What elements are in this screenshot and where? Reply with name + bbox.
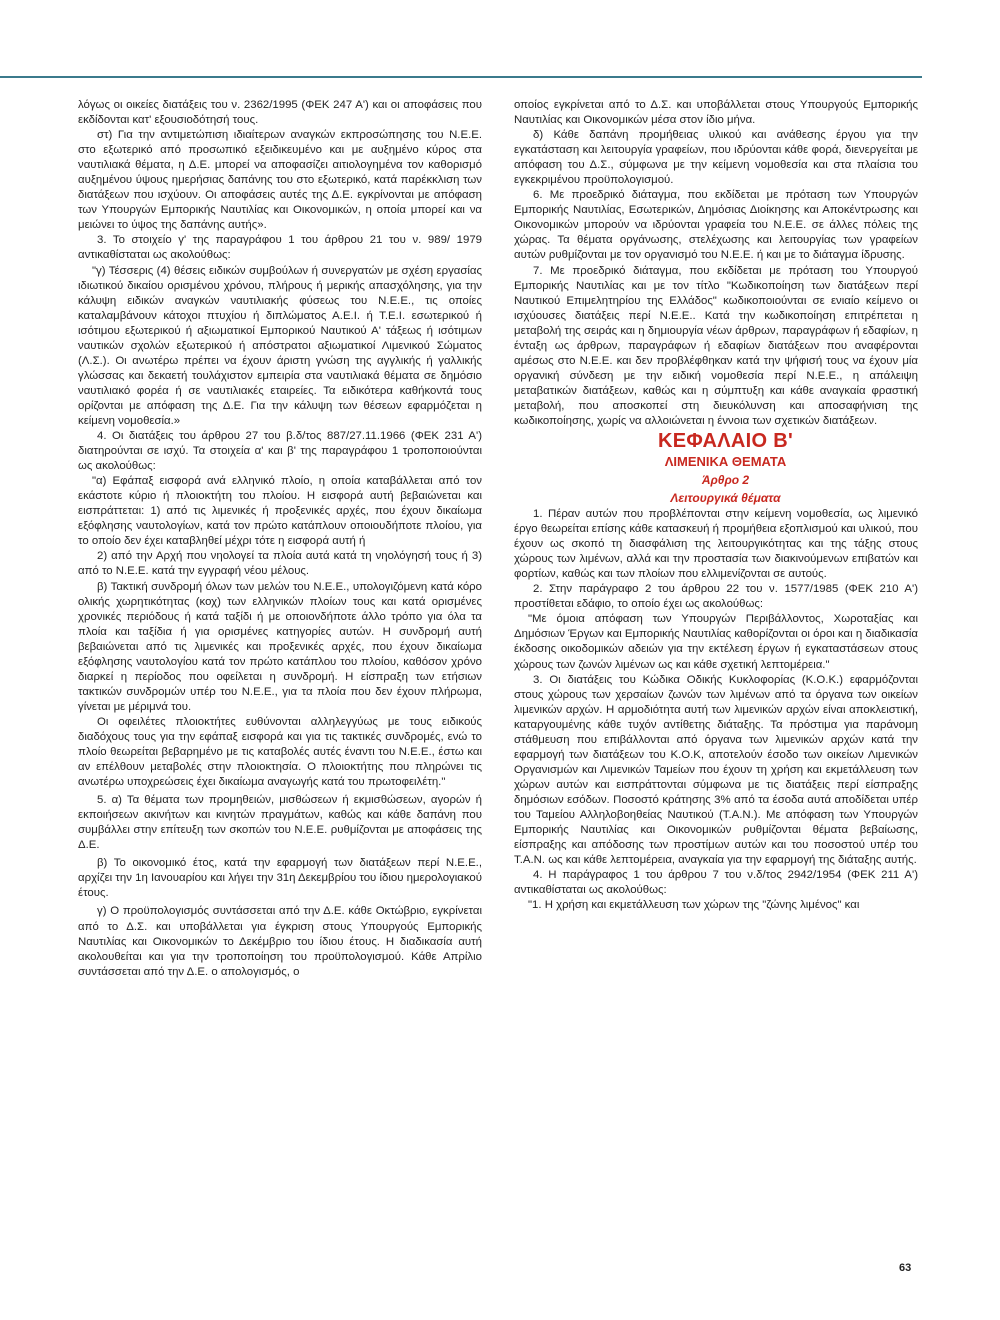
page-number: 63 xyxy=(899,1262,912,1274)
paragraph: Οι οφειλέτες πλοιοκτήτες ευθύνονται αλληλεγγύως με τους ειδικούς διαδόχους τους για την εφάπαξ εισφορά και για τις τακτικές συνδρομές, ενώ το πλοίο θεωρείται βεβαρημένο με τις καταβολές αυτές έναντι του Ν.Ε.Ε., έστω και αν επέλθουν μεταβολές στην πλοιοκτησία. Ο πλοιοκτήτης που πληρώνει τις ανωτέρω υποχρεώσεις έχει δικαίωμα αναγωγής κατά του πρωτοφειλέτη." xyxy=(78,715,482,789)
paragraph: β) Τακτική συνδρομή όλων των μελών του Ν.Ε.Ε., υπολογιζόμενη κατά κόρο ολικής χωρητικότητας (κοχ) των ελληνικών πλοίων τους και κατά ορισμένες χρονικές περιόδους ή κατά ταξίδι ή με οποιονδήποτε άλλο τρόπο για όλα τα πλοία και ταξίδια ή για ορισμένες κατηγορίες αυτών. Η συνδρομή αυτή βεβαιώνεται από τις λιμενικές και προξενικές αρχές, που έχουν δικαίωμα εξόφλησης ναυτολογίου κατά τον πρώτο κατάπλου του πλοίου, καθόσον χρόνο διαρκεί η περίοδος που οφείλεται η συνδρομή. Η είσπραξη των ετήσιων τακτικών συνδρομών υπέρ του Ν.Ε.Ε., για τα πλοία που δεν έχουν πλήρωμα, γίνεται με μέριμνά του. xyxy=(78,580,482,713)
header-rule xyxy=(0,76,922,78)
article-number: Άρθρο 2 xyxy=(701,473,750,488)
right-column-bottom-text xyxy=(514,507,918,913)
paragraph: 2. Στην παράγραφο 2 του άρθρου 22 του ν. 1577/1985 (ΦΕΚ 210 Α') προστίθεται εδάφιο, το οποίο έχει ως ακολούθως: xyxy=(514,583,918,611)
paragraph: 4. Οι διατάξεις του άρθρου 27 του β.δ/τος 887/27.11.1966 (ΦΕΚ 231 Α') διατηρούνται σε ισχύ. Τα στοιχεία α' και β' της παραγράφου 1 τροποποιούνται ως ακολούθως: xyxy=(78,430,482,473)
left-column xyxy=(78,98,482,980)
paragraph: 3. Το στοιχείο γ' της παραγράφου 1 του άρθρου 21 του ν. 989/ 1979 αντικαθίσταται ως ακολούθως: xyxy=(78,234,482,262)
paragraph: λόγως οι οικείες διατάξεις του ν. 2362/1995 (ΦΕΚ 247 Α') και οι αποφάσεις που εκδίδονται κατ' εξουσιοδότησή τους. xyxy=(78,99,482,127)
paragraph: "γ) Τέσσερις (4) θέσεις ειδικών συμβούλων ή συνεργατών με σχέση εργασίας ιδιωτικού δικαίου ορισμένου χρόνου, πλήρους ή μερικής απασχόλησης, για την κάλυψη ειδικών αναγκών ναυτιλιακής φύσεως του Ν.Ε.Ε., τις οποίες καταλαμβάνουν κάτοχοι πτυχίου ή διπλώματος Α.Ε.Ι. ή Τ.Ε.Ι. εσωτερικού ή ισότιμου εξωτερικού ή αξιωματικοί Εμπορικού Ναυτικού Α' τάξεως ή ισότιμων ναυτικών σχολών εξωτερικού ή απόστρατοι αξιωματικοί Λιμενικού Σώματος (Λ.Σ.). Οι ανωτέρω πρέπει να έχουν άριστη γνώση της αγγλικής ή γαλλικής γλώσσας και δεκαετή τουλάχιστον εμπειρία στα ναυτιλιακά θέματα σε δημόσιο ναυτιλιακό φορέα ή σε ναυτιλιακές εταιρείες. Τα ειδικότερα καθήκοντά τους ορίζονται με απόφαση της Δ.Ε. Για την κάλυψη των θέσεων εφαρμόζεται η κείμενη νομοθεσία.» xyxy=(78,264,482,427)
chapter-subtitle: ΛΙΜΕΝΙΚΑ ΘΕΜΑΤΑ xyxy=(664,454,787,470)
paragraph: β) Το οικονομικό έτος, κατά την εφαρμογή των διατάξεων περί Ν.Ε.Ε., αρχίζει την 1η Ιανουαρίου και λήγει την 31η Δεκεμβρίου του ίδιου ημερολογιακού έτους. xyxy=(78,857,482,900)
paragraph: 1. Πέραν αυτών που προβλέπονται στην κείμενη νομοθεσία, ως λιμενικό έργο θεωρείται επίσης κάθε κατασκευή ή προμήθεια εξοπλισμού και υλικού, που έχουν ως σκοπό τη διασφάλιση της λειτουργικότητας και της τάξης στους χώρους των λιμένων, αλλά και την προστασία των διακινούμενων επιβατών και φορτίων, καθώς και των πλοίων που ελλιμενίζονται σε αυτούς. xyxy=(514,508,918,581)
right-column-top-text xyxy=(514,98,918,429)
paragraph: γ) Ο προϋπολογισμός συντάσσεται από την Δ.Ε. κάθε Οκτώβριο, εγκρίνεται από το Δ.Σ. και υποβάλλεται για έγκριση στους Υπουργούς Εμπορικής Ναυτιλίας και Οικονομικών το Δεκέμβριο του ίδιου έτους. Η διαδικασία αυτή ακολουθείται και για την τροποποίηση του προϋπολογισμού. Κάθε Απρίλιο συντάσσεται από την Δ.Ε. ο απολογισμός, ο xyxy=(78,905,482,978)
article-title: Λειτουργικά θέματα xyxy=(670,491,781,506)
paragraph: δ) Κάθε δαπάνη προμήθειας υλικού και ανάθεσης έργου για την εγκατάσταση και λειτουργία γραφείων, που ιδρύονται κάθε φορά, διενεργείται με απόφαση του Δ.Σ., σύμφωνα με την κείμενη νομοθεσία και στα πλαίσια του εγκεκριμένου προϋπολογισμού. xyxy=(514,129,918,187)
paragraph: οποίος εγκρίνεται από το Δ.Σ. και υποβάλλεται στους Υπουργούς Εμπορικής Ναυτιλίας και Οικονομικών μέσα στον ίδιο μήνα. xyxy=(514,99,918,127)
paragraph: 4. Η παράγραφος 1 του άρθρου 7 του ν.δ/τος 2942/1954 (ΦΕΚ 211 Α') αντικαθίσταται ως ακολούθως: xyxy=(514,869,918,897)
paragraph: 5. α) Τα θέματα των προμηθειών, μισθώσεων ή εκμισθώσεων, αγορών ή εκποιήσεων ακινήτων και κινητών πραγμάτων, καθώς και κάθε δαπάνη που συμβάλλει στην επίτευξη των σκοπών του Ν.Ε.Ε. ρυθμίζονται με αποφάσεις της Δ.Ε. xyxy=(78,794,482,852)
paragraph: 2) από την Αρχή που νηολογεί τα πλοία αυτά κατά τη νηολόγησή τους ή 3) από το Ν.Ε.Ε. κατά την εγγραφή νέου μέλους. xyxy=(78,550,482,578)
paragraph: στ) Για την αντιμετώπιση ιδιαίτερων αναγκών εκπροσώπησης του Ν.Ε.Ε. στο εξωτερικό από προσωπικό εξειδικευμένο και με αυξημένο κύρος στα ναυτιλιακά θέματα, η Δ.Ε. μπορεί να αποφασίζει αιτιολογημένα τον καθορισμό αυξημένου ύψους ημερήσιας δαπάνης του στο εξωτερικό, κατά παρέκκλιση των διατάξεων που ισχύουν. Οι αποφάσεις αυτές της Δ.Ε. εγκρίνονται με απόφαση των Υπουργών Εμπορικής Ναυτιλίας και Οικονομικών, η οποία μπορεί και να μειώνει το ύψος της δαπάνης αυτής». xyxy=(78,129,482,232)
paragraph: "α) Εφάπαξ εισφορά ανά ελληνικό πλοίο, η οποία καταβάλλεται από τον εκάστοτε κύριο ή πλοιοκτήτη του πλοίου. Η εισφορά αυτή βεβαιώνεται και εισπράττεται: 1) από τις λιμενικές ή προξενικές αρχές, που έχουν δικαίωμα εξόφλησης ναυτολογίων, κατά τον πρώτο κατάπλουν οποιουδήποτε πλοίου, για το οποίο δεν έχει καταβληθεί μέχρι τότε η εισφορά αυτή ή xyxy=(78,475,482,548)
right-column xyxy=(514,98,918,913)
paragraph: 7. Με προεδρικό διάταγμα, που εκδίδεται με πρόταση του Υπουργού Εμπορικής Ναυτιλίας και με τον τίτλο "Κωδικοποίηση των διατάξεων περί Ναυτικού Επιμελητηρίου της Ελλάδος" κωδικοποιούνται σε ενιαίο κείμενο οι ισχύουσες διατάξεις περί Ν.Ε.Ε.. Κατά την κωδικοποίηση επιτρέπεται η μεταβολή της σειράς και η δημιουργία νέων άρθρων, παραγράφων ή εδαφίων, η ένταξη ως άρθρων, παραγράφων ή εδαφίων διατάξεων που αναφέρονται αμέσως στο Ν.Ε.Ε. και δεν προβλέφθηκαν κατά την ψήφισή τους να έχουν μία οργανική σύνδεση με την ειδική νομοθεσία περί Ν.Ε.Ε., η απάλειψη μεταβατικών διατάξεων, καθώς και η σύμπτυξη και κάθε αναγκαία φραστική μεταβολή, που αποσκοπεί στη διευκόλυνση και αποσαφήνιση της κωδικοποίησης, χωρίς να αλλοιώνεται η έννοια των σχετικών διατάξεων. xyxy=(514,264,918,427)
paragraph: 6. Με προεδρικό διάταγμα, που εκδίδεται με πρόταση των Υπουργών Εμπορικής Ναυτιλίας, Εσωτερικών, Δημόσιας Διοίκησης και Αποκέντρωσης και Οικονομικών μπορούν να ιδρύονται γραφεία του Ν.Ε.Ε. σε άλλες πόλεις της χώρας. Τα θέματα οργάνωσης, στελέχωσης και λειτουργίας των γραφείων αυτών ρυθμίζονται με τον οργανισμό του Ν.Ε.Ε. ή και με το διάταγμα ίδρυσης. xyxy=(514,189,918,262)
paragraph: "1. Η χρήση και εκμετάλλευση των χώρων της "ζώνης λιμένος" και xyxy=(528,899,860,912)
paragraph: "Με όμοια απόφαση των Υπουργών Περιβάλλοντος, Χωροταξίας και Δημόσιων Έργων και Εμπορικής Ναυτιλίας καθορίζονται οι όροι και η διαδικασία έκδοσης οικοδομικών αδειών για την εκτέλεση έργων ή εγκαταστάσεων στους χώρους των ζωνών λιμένων ως και κάθε σχετική λεπτομέρεια." xyxy=(514,613,918,671)
chapter-title: ΚΕΦΑΛΑΙΟ Β' xyxy=(657,430,794,453)
chapter-heading xyxy=(514,429,918,507)
paragraph: 3. Οι διατάξεις του Κώδικα Οδικής Κυκλοφορίας (Κ.Ο.Κ.) εφαρμόζονται στους χώρους των χερσαίων ζωνών των λιμένων από τα όργανα των οικείων λιμενικών αρχών. Η αρμοδιότητα αυτή των λιμενικών αρχών είναι αποκλειστική, καταργουμένης κάθε τυχόν αντίθετης διάταξης. Τα πρόστιμα για παράνομη στάθμευση που επιβάλλονται από όργανα των λιμενικών αρχών κατά την εφαρμογή των διατάξεων του Κ.Ο.Κ, αποτελούν έσοδο των οικείων Λιμενικών Οργανισμών και Λιμενικών Ταμείων που έχουν τη χρήση και εκμετάλλευση των χώρων αυτών και εισπράττονται σύμφωνα με τις διατάξεις περί είσπραξης δημόσιων εσόδων. Ποσοστό κράτησης 3% από τα έσοδα αυτά αποδίδεται υπέρ του Ταμείου Αλληλοβοηθείας Ναυτικού (Τ.Α.Ν.). Με απόφαση των Υπουργών Εμπορικής Ναυτιλίας και Οικονομικών ρυθμίζονται θέματα βεβαίωσης, είσπραξης και απόδοσης των προστίμων αυτών και του ποσοστού υπέρ του Τ.Α.Ν. ως και κάθε λεπτομέρεια, αναγκαία για την εφαρμογή της διάταξης αυτής. xyxy=(514,673,918,867)
